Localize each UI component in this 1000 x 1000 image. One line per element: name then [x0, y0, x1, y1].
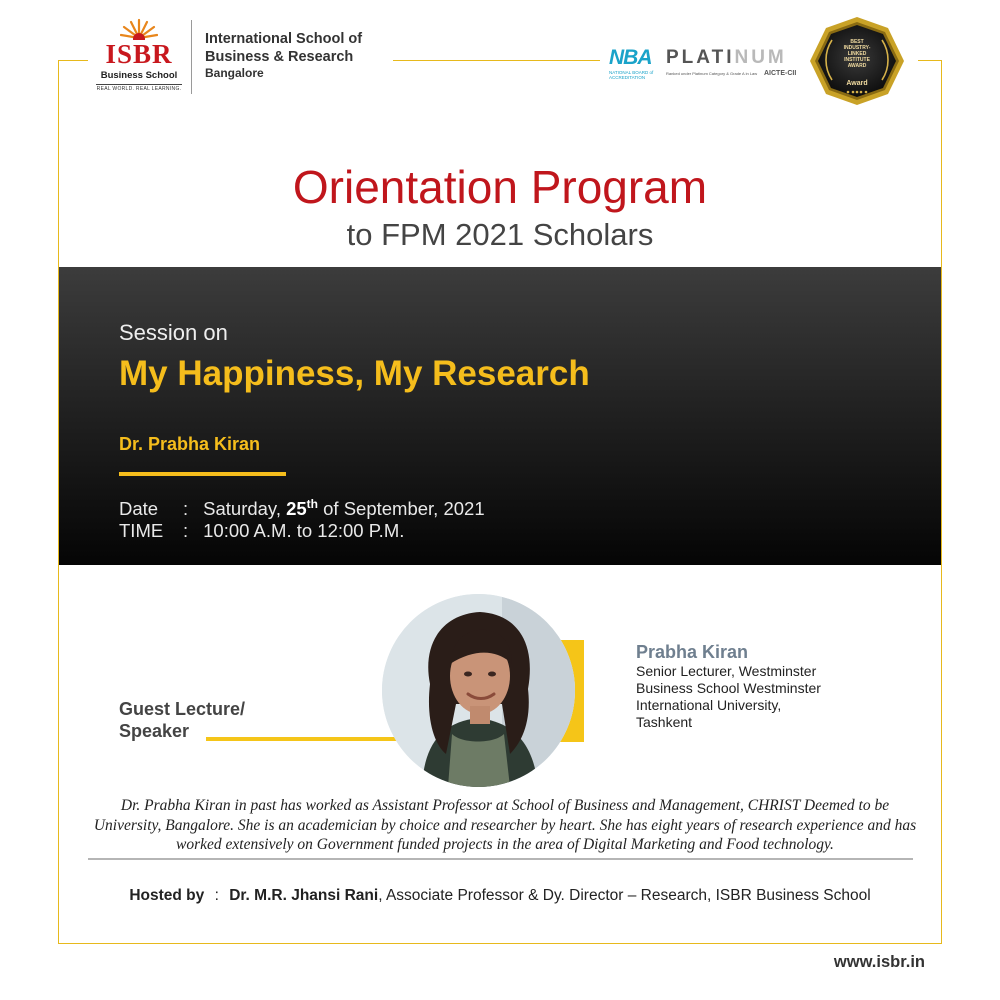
hosted-label: Hosted by [129, 887, 205, 904]
platinum-text-a: PLATI [666, 47, 735, 68]
header-divider [191, 20, 192, 94]
school-name-line2: Business & Research [205, 49, 354, 65]
person-portrait-icon [382, 594, 575, 787]
isbr-logo [96, 18, 182, 94]
date-suffix: th [306, 497, 318, 511]
section-divider [88, 858, 913, 860]
speaker-bio: Dr. Prabha Kiran in past has worked as Assistant Professor at School of Business and Management, CHRIST Deemed to be University, Bangalore. She is an academician by choice and researcher by heart. She has eight years of research experience and has worked extensively on Government funded projects in the area of Digital Marketing and Food technology. [93, 797, 917, 853]
speaker-underline [119, 472, 286, 476]
award-text: BEST INDUSTRY-LINKED INSTITUTE AWARD [843, 39, 871, 69]
session-title: My Happiness, My Research [119, 354, 590, 393]
school-city: Bangalore [205, 66, 264, 80]
page-title: Orientation Program [292, 161, 708, 213]
award-label: Award [846, 80, 868, 87]
page-subtitle: to FPM 2021 Scholars [346, 217, 654, 252]
date-weekday: Saturday, [203, 498, 281, 520]
time-value: 10:00 A.M. to 12:00 P.M. [203, 520, 405, 541]
hosted-by [0, 886, 1000, 906]
date-day: 25 [286, 498, 307, 520]
guest-label-line2: Speaker [119, 721, 190, 741]
date-label: Date [119, 498, 159, 520]
speaker-role-line: International University, [636, 697, 782, 713]
time-label: TIME [119, 520, 164, 541]
platinum-text-b: NUM [734, 47, 787, 68]
nba-subtitle: NATIONAL BOARD of ACCREDITATION [609, 70, 654, 80]
sun-icon [120, 18, 158, 40]
host-name: Dr. M.R. Jhansi Rani [229, 887, 379, 904]
speaker-name: Prabha Kiran [636, 642, 749, 662]
nba-letters: NBA [609, 46, 652, 69]
logo-tagline: REAL WORLD. REAL LEARNING. [96, 86, 182, 92]
platinum-note: Ranked under Platinum Category & Grade A in Law [666, 71, 758, 76]
speaker-role-line: Tashkent [636, 714, 693, 730]
speaker-role-line: Senior Lecturer, Westminster [636, 663, 817, 679]
header [0, 0, 1000, 105]
time-separator: : [183, 520, 189, 541]
aicte-label: AICTE-CII [764, 70, 797, 77]
school-name-line1: International School of [205, 31, 363, 47]
school-name [205, 30, 390, 81]
session-prefix: Session on [119, 320, 228, 345]
guest-label-line1: Guest Lecture/ [119, 699, 246, 719]
time-row [119, 519, 679, 543]
date-rest: of September, 2021 [323, 498, 485, 520]
speaker-role [636, 663, 886, 731]
nba-logo [609, 46, 657, 82]
logo-wordmark: ISBR [105, 39, 173, 69]
date-row [119, 492, 679, 521]
platinum-badge [666, 47, 800, 69]
logo-subtitle: Business School [100, 70, 178, 81]
website-link[interactable]: www.isbr.in [833, 953, 925, 971]
host-details: , Associate Professor & Dy. Director – Research, ISBR Business School [378, 887, 871, 904]
date-separator: : [183, 498, 189, 520]
guest-label [119, 698, 279, 742]
hosted-separator: : [214, 887, 219, 904]
speaker-role-line: Business School Westminster [636, 680, 821, 696]
guest-underline [206, 737, 416, 741]
session-speaker: Dr. Prabha Kiran [119, 434, 261, 454]
speaker-photo [382, 594, 575, 787]
award-badge [808, 16, 906, 106]
